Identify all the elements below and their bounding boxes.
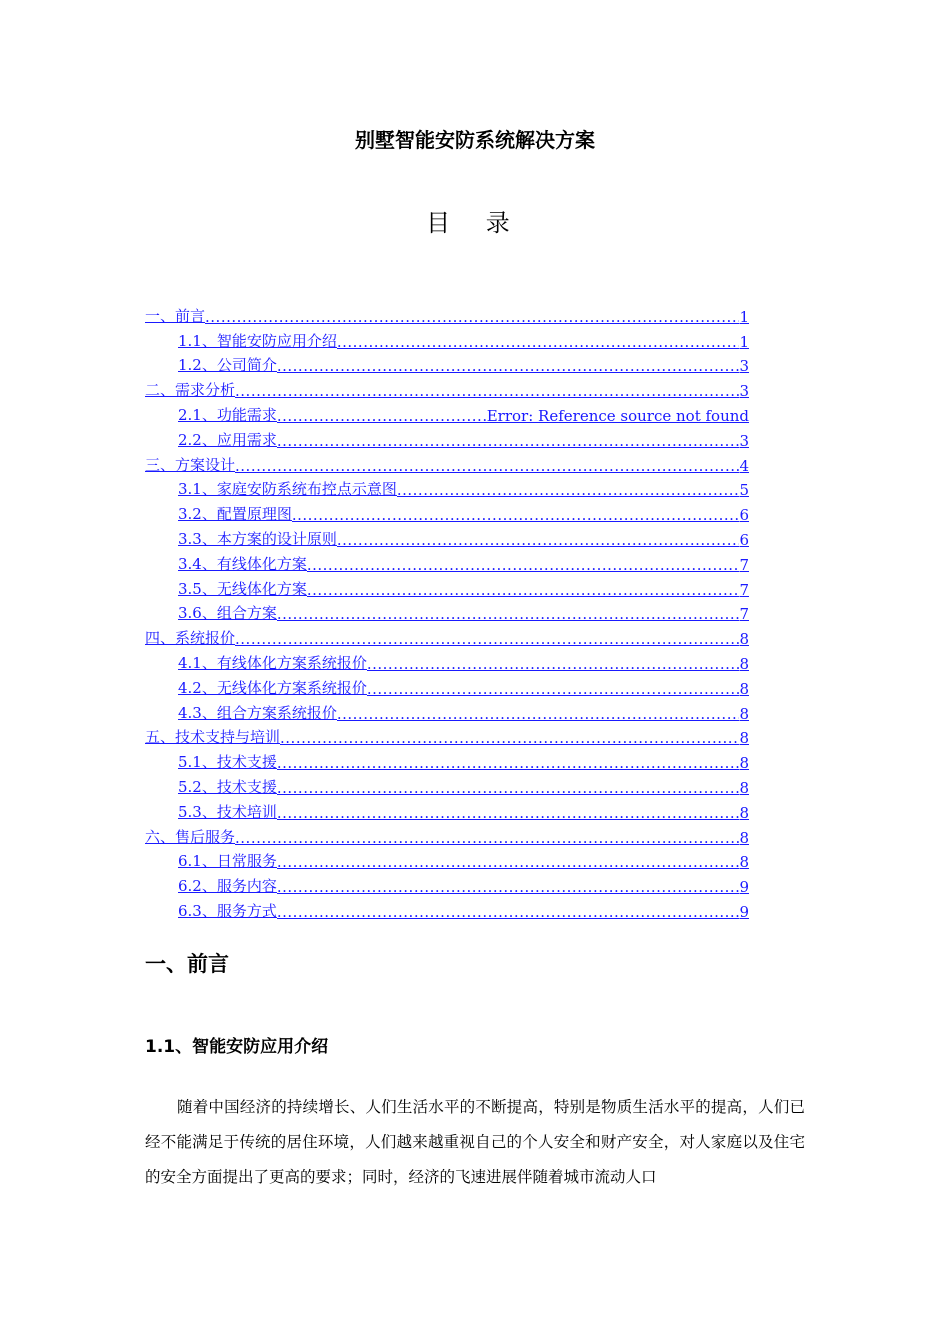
toc-entry[interactable] xyxy=(145,524,749,549)
toc-entry-label: 6.2、服务内容 xyxy=(178,877,277,896)
toc-entry-label: 四、系统报价 xyxy=(145,629,236,648)
toc-dot-leader xyxy=(235,829,739,847)
toc-entry-page: 6 xyxy=(739,530,749,549)
toc-entry-page: 4 xyxy=(739,456,749,475)
toc-entry-label: 3.4、有线体化方案 xyxy=(178,554,307,573)
toc-entry[interactable] xyxy=(145,648,749,673)
toc-entry-label: 六、售后服务 xyxy=(145,827,236,846)
toc-entry-label: 6.3、服务方式 xyxy=(178,901,277,920)
toc-entry[interactable] xyxy=(145,673,749,698)
toc-entry-page: 8 xyxy=(739,803,749,822)
toc-entry-page: 8 xyxy=(739,754,749,773)
toc-entry-page: 8 xyxy=(739,729,749,748)
toc-dot-leader xyxy=(277,853,740,871)
toc-entry[interactable] xyxy=(145,797,749,822)
toc-entry[interactable] xyxy=(145,574,749,599)
body-paragraph: 随着中国经济的持续增长、人们生活水平的不断提高，特别是物质生活水平的提高，人们已经不能满足于传统的居住环境，人们越来越重视自己的个人安全和财产安全，对人家庭以及住宅的安全方面提出了更高的要求；同时，经济的飞速进展伴随着城市流动人口 xyxy=(145,1098,805,1186)
toc-entry-label: 五、技术支持与培训 xyxy=(145,728,281,747)
toc-entry-label: 5.1、技术支援 xyxy=(178,753,277,772)
toc-entry-label: 3.6、组合方案 xyxy=(178,604,277,623)
toc-entry[interactable] xyxy=(145,326,749,351)
toc-entry-label: 4.1、有线体化方案系统报价 xyxy=(178,653,367,672)
toc-entry-page: 1 xyxy=(739,307,749,326)
toc-entry-label: 5.3、技术培训 xyxy=(178,802,277,821)
toc-entry-page: 5 xyxy=(739,481,749,500)
toc-entry-label: 3.5、无线体化方案 xyxy=(178,579,307,598)
toc-entry[interactable] xyxy=(145,623,749,648)
toc-entry[interactable] xyxy=(145,375,749,400)
toc-entry[interactable] xyxy=(145,301,749,326)
toc-dot-leader xyxy=(397,481,740,499)
toc-entry[interactable] xyxy=(145,499,749,524)
toc-entry[interactable] xyxy=(145,549,749,574)
toc-entry-label: 4.3、组合方案系统报价 xyxy=(178,703,337,722)
toc-dot-leader xyxy=(235,382,739,400)
toc-entry-page: 9 xyxy=(739,878,749,897)
toc-dot-leader xyxy=(337,531,740,549)
toc-heading: 目 录 xyxy=(426,209,524,237)
toc-dot-leader xyxy=(235,457,739,475)
toc-entry[interactable] xyxy=(145,896,749,921)
toc-entry-label: 一、前言 xyxy=(145,306,206,325)
toc-entry-page: 3 xyxy=(739,382,749,401)
toc-entry-page: 9 xyxy=(739,902,749,921)
document-title: 别墅智能安防系统解决方案 xyxy=(355,128,595,152)
toc-dot-leader xyxy=(337,705,740,723)
toc-dot-leader xyxy=(280,729,739,747)
toc-dot-leader xyxy=(277,804,740,822)
toc-entry[interactable] xyxy=(145,450,749,475)
toc-dot-leader xyxy=(277,878,740,896)
toc-entry-page: 3 xyxy=(739,357,749,376)
toc-entry[interactable] xyxy=(145,475,749,500)
toc-entry-page: 6 xyxy=(739,506,749,525)
toc-entry-label: 3.3、本方案的设计原则 xyxy=(178,529,337,548)
toc-entry-label: 2.2、应用需求 xyxy=(178,430,277,449)
toc-entry-label: 三、方案设计 xyxy=(145,455,236,474)
toc-dot-leader xyxy=(307,556,740,574)
toc-dot-leader xyxy=(277,432,740,450)
table-of-contents xyxy=(145,301,749,921)
toc-dot-leader xyxy=(337,333,740,351)
toc-entry-label: 5.2、技术支援 xyxy=(178,777,277,796)
toc-entry-page: 8 xyxy=(739,679,749,698)
toc-dot-leader xyxy=(235,630,739,648)
toc-entry-label: 1.1、智能安防应用介绍 xyxy=(178,331,337,350)
toc-entry[interactable] xyxy=(145,400,749,425)
toc-dot-leader xyxy=(277,779,740,797)
toc-entry-page: 8 xyxy=(739,828,749,847)
toc-entry-label: 2.1、功能需求 xyxy=(178,405,277,424)
toc-entry-page: 7 xyxy=(739,555,749,574)
toc-entry-page: 8 xyxy=(739,853,749,872)
toc-entry[interactable] xyxy=(145,747,749,772)
toc-entry-page: 1 xyxy=(739,332,749,351)
section-heading: 一、前言 xyxy=(145,952,229,976)
toc-dot-leader xyxy=(277,754,740,772)
toc-dot-leader xyxy=(367,680,740,698)
toc-entry-page: 7 xyxy=(739,580,749,599)
toc-dot-leader xyxy=(277,903,740,921)
toc-entry[interactable] xyxy=(145,698,749,723)
toc-entry[interactable] xyxy=(145,351,749,376)
subsection-heading: 1.1、智能安防应用介绍 xyxy=(145,1037,329,1057)
toc-entry[interactable] xyxy=(145,871,749,896)
toc-dot-leader xyxy=(205,308,739,326)
toc-entry-label: 4.2、无线体化方案系统报价 xyxy=(178,678,367,697)
toc-dot-leader xyxy=(277,605,740,623)
toc-entry-page: Error: Reference source not found xyxy=(486,406,749,425)
toc-dot-leader xyxy=(307,581,740,599)
toc-entry[interactable] xyxy=(145,723,749,748)
toc-dot-leader xyxy=(367,655,740,673)
toc-entry[interactable] xyxy=(145,599,749,624)
toc-dot-leader xyxy=(277,407,487,425)
toc-entry[interactable] xyxy=(145,772,749,797)
toc-entry[interactable] xyxy=(145,847,749,872)
toc-entry-page: 8 xyxy=(739,654,749,673)
toc-entry[interactable] xyxy=(145,425,749,450)
toc-dot-leader xyxy=(292,506,740,524)
toc-entry-label: 3.2、配置原理图 xyxy=(178,505,292,524)
toc-entry-label: 二、需求分析 xyxy=(145,381,236,400)
toc-dot-leader xyxy=(277,357,740,375)
toc-entry-page: 8 xyxy=(739,630,749,649)
toc-entry-label: 3.1、家庭安防系统布控点示意图 xyxy=(178,480,397,499)
toc-entry-page: 3 xyxy=(739,431,749,450)
toc-entry[interactable] xyxy=(145,822,749,847)
toc-entry-label: 6.1、日常服务 xyxy=(178,852,277,871)
toc-entry-page: 7 xyxy=(739,605,749,624)
toc-entry-page: 8 xyxy=(739,778,749,797)
toc-entry-label: 1.2、公司简介 xyxy=(178,356,277,375)
toc-entry-page: 8 xyxy=(739,704,749,723)
